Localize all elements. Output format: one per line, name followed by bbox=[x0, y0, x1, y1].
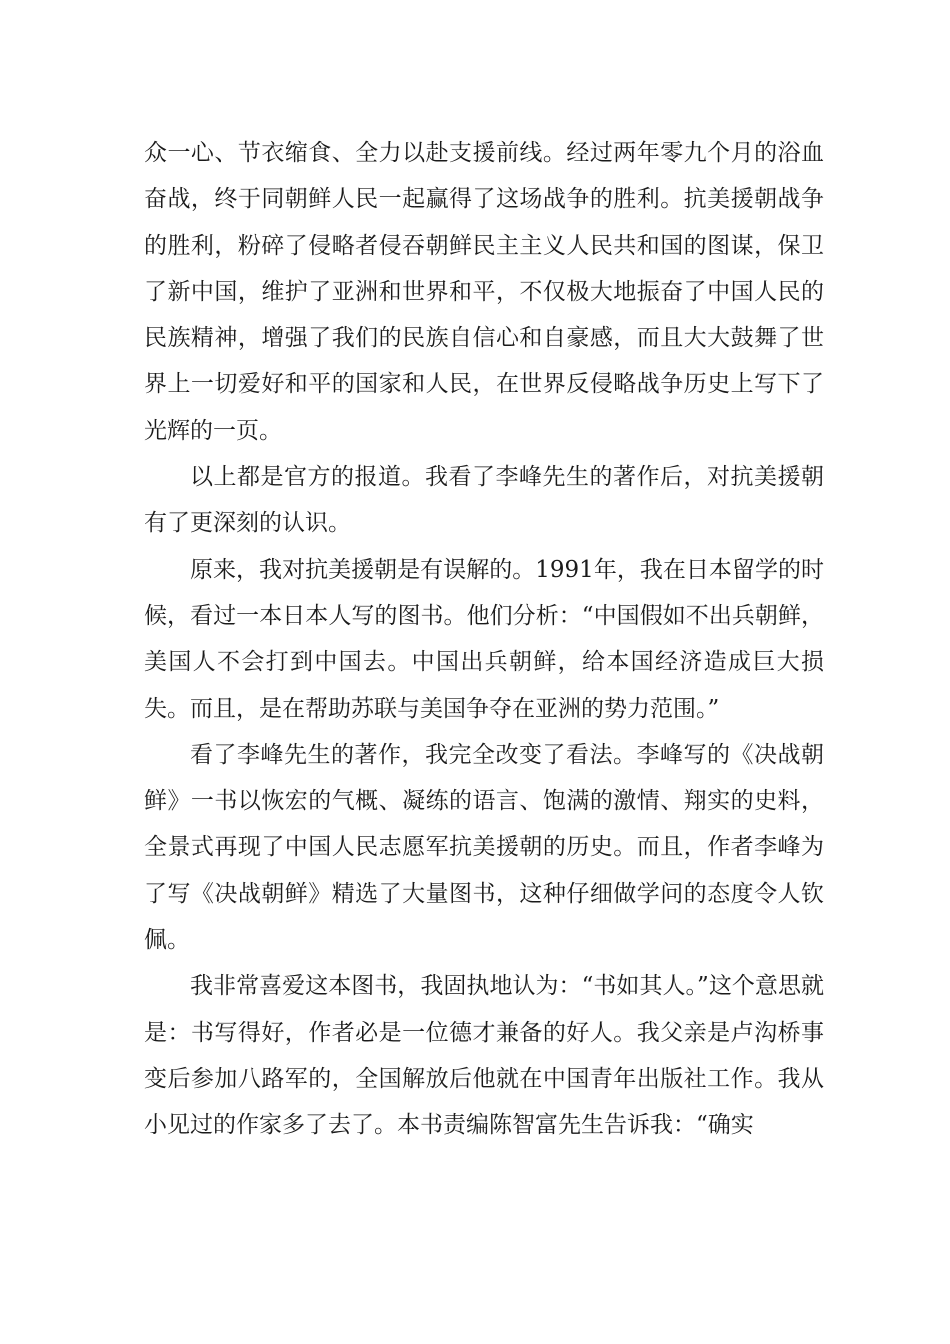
paragraph-5: 我非常喜爱这本图书，我固执地认为：“书如其人。”这个意思就是：书写得好，作者必是一位德才兼备的好人。我父亲是卢沟桥事变后参加八路军的，全国解放后他就在中国青年出版社工作。我从小见过的作家多了去了。本书责编陈智富先生告诉我：“确实 bbox=[144, 973, 824, 1139]
paragraph-2: 以上都是官方的报道。我看了李峰先生的著作后，对抗美援朝有了更深刻的认识。 bbox=[144, 464, 824, 537]
document-body bbox=[144, 130, 824, 1149]
paragraph-3: 原来，我对抗美援朝是有误解的。1991年，我在日本留学的时候，看过一本日本人写的图书。他们分析：“中国假如不出兵朝鲜，美国人不会打到中国去。中国出兵朝鲜，给本国经济造成巨大损失。而且，是在帮助苏联与美国争夺在亚洲的势力范围。” bbox=[144, 556, 824, 722]
paragraph-4: 看了李峰先生的著作，我完全改变了看法。李峰写的《决战朝鲜》一书以恢宏的气概、凝练的语言、饱满的激情、翔实的史料，全景式再现了中国人民志愿军抗美援朝的历史。而且，作者李峰为了写《决战朝鲜》精选了大量图书，这种仔细做学问的态度令人钦佩。 bbox=[144, 741, 824, 954]
paragraph-1: 众一心、节衣缩食、全力以赴支援前线。经过两年零九个月的浴血奋战，终于同朝鲜人民一起赢得了这场战争的胜利。抗美援朝战争的胜利，粉碎了侵略者侵吞朝鲜民主主义人民共和国的图谋，保卫了新中国，维护了亚洲和世界和平，不仅极大地振奋了中国人民的民族精神，增强了我们的民族自信心和自豪感，而且大大鼓舞了世界上一切爱好和平的国家和人民，在世界反侵略战争历史上写下了光辉的一页。 bbox=[144, 140, 824, 444]
